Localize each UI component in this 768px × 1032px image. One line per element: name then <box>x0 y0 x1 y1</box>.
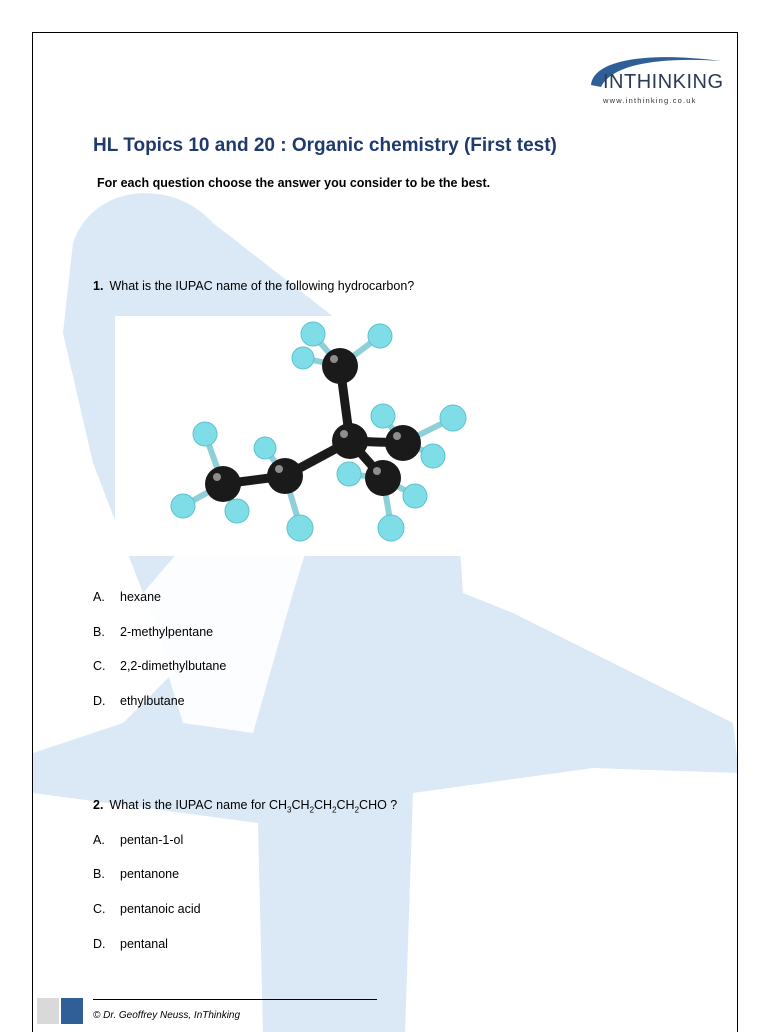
option-2b: B. pentanone <box>93 867 180 881</box>
footer-rule <box>93 999 377 1000</box>
page-title: HL Topics 10 and 20 : Organic chemistry (First test) <box>93 135 557 156</box>
question-number: 1. <box>93 279 104 293</box>
option-1b: B. 2-methylpentane <box>93 625 214 639</box>
instructions-text: For each question choose the answer you consider to be the best. <box>97 176 491 190</box>
question-text: What is the IUPAC name for CH <box>109 798 288 812</box>
option-1c: C. 2,2-dimethylbutane <box>93 659 227 673</box>
inthinking-logo <box>573 43 733 113</box>
worksheet-page <box>32 32 738 1032</box>
footer-credit: © Dr. Geoffrey Neuss, InThinking <box>93 1010 241 1021</box>
question-text: What is the IUPAC name of the following hydrocarbon? <box>109 279 415 293</box>
molecule-image <box>115 316 510 556</box>
option-2d: D. pentanal <box>93 937 168 951</box>
footer-grey-box <box>37 998 59 1024</box>
option-2a: A. pentan-1-ol <box>93 833 184 847</box>
question-2: 2. What is the IUPAC name for $CH_3CH_2CH_2CH_2CHO$ ? <box>93 798 398 815</box>
option-1d: D. ethylbutane <box>93 694 185 708</box>
question-1 <box>93 279 414 293</box>
question-number: 2. <box>93 798 104 812</box>
logo-url: www.inthinking.co.uk <box>603 96 697 105</box>
footer-blue-box <box>61 998 83 1024</box>
logo-wordmark: INTHINKING <box>603 71 724 93</box>
option-1a: A. hexane <box>93 590 162 604</box>
option-2c: C. pentanoic acid <box>93 902 201 916</box>
